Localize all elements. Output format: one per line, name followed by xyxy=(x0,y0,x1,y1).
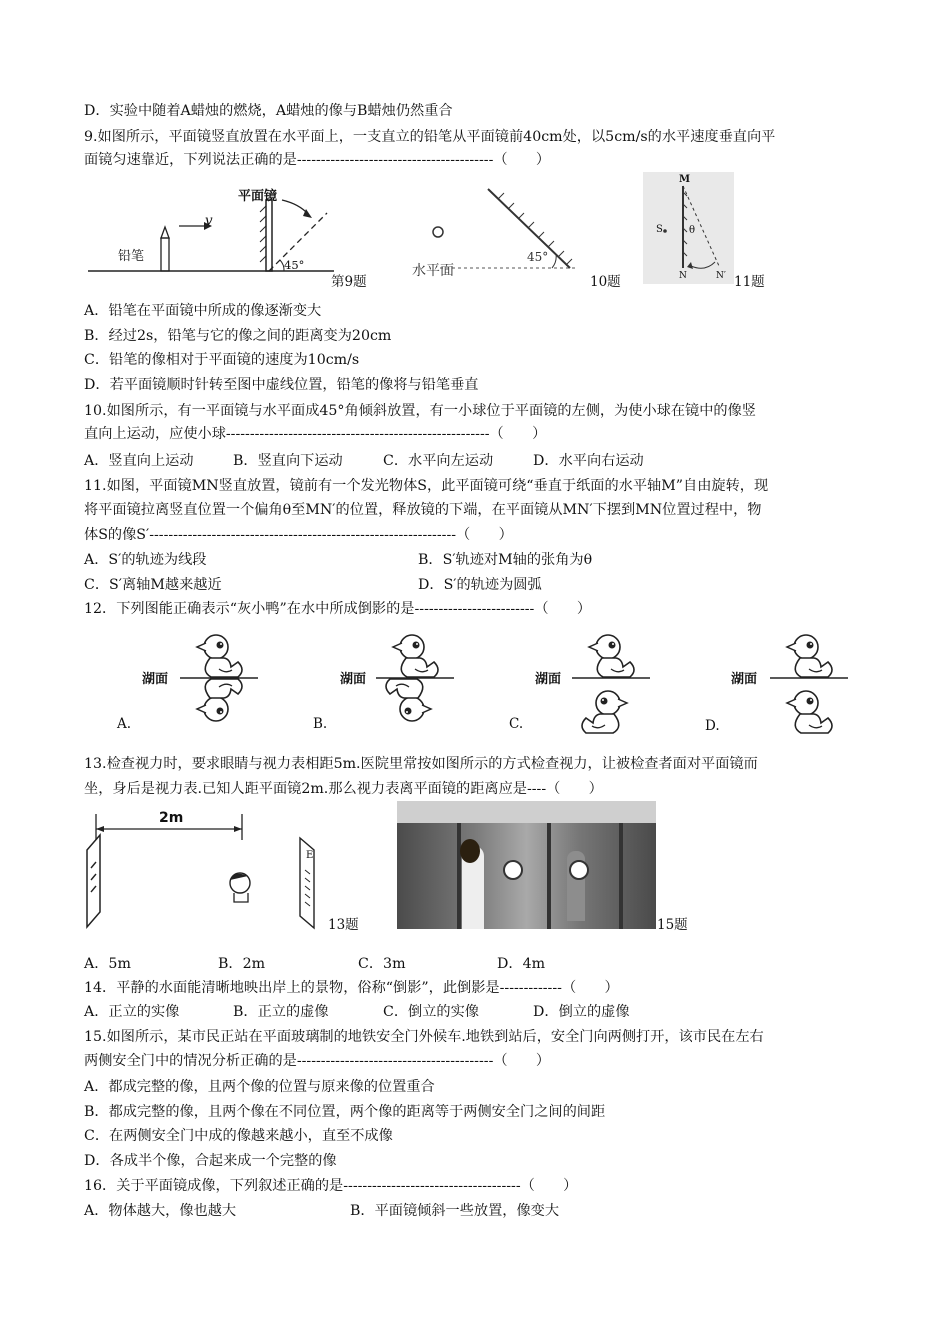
fig11-n2-label: N′ xyxy=(716,271,726,281)
ball-icon xyxy=(433,227,443,237)
q10-option-d: D．水平向右运动 xyxy=(533,453,644,469)
q14-option-d: D．倒立的虚像 xyxy=(533,1004,630,1020)
q13-option-b: B．2m xyxy=(218,956,266,972)
q15-stem-line1: 15.如图所示，某市民正站在平面玻璃制的地铁安全门外候车.地铁到站后，安全门向两侧打开，该市民在左右 xyxy=(84,1029,764,1045)
fig13-caption: 13题 xyxy=(328,917,359,933)
q12-lake-a: 湖面 xyxy=(142,672,169,687)
q13-option-c: C．3m xyxy=(358,956,406,972)
q12-lake-d: 湖面 xyxy=(731,672,758,687)
q12-lake-c: 湖面 xyxy=(535,672,562,687)
q10-stem-line1: 10.如图所示，有一平面镜与水平面成45°角倾斜放置，有一小球位于平面镜的左侧，为使小球在镜中的像竖 xyxy=(84,403,756,419)
source-s-icon xyxy=(663,229,667,233)
q13-stem-line2: 坐，身后是视力表.已知人距平面镜2m.那么视力表离平面镜的距离应是----（ ） xyxy=(84,781,603,797)
q15-option-a: A．都成完整的像，且两个像的位置与原来像的位置重合 xyxy=(84,1079,435,1095)
door-sign-right-icon xyxy=(569,860,589,880)
mirror-icon xyxy=(87,835,100,927)
fig10-angle-label: 45° xyxy=(527,250,549,264)
q9-option-a: A．铅笔在平面镜中所成的像逐渐变大 xyxy=(84,303,322,319)
fig11-n-label: N xyxy=(679,271,687,281)
q11-option-c: C．S′离轴M越来越近 xyxy=(84,577,222,593)
q10-option-b: B．竖直向下运动 xyxy=(233,453,343,469)
fig15-caption: 15题 xyxy=(657,917,688,933)
fig10-surface-label: 水平面 xyxy=(412,263,454,279)
q12-label-b: B. xyxy=(313,716,328,732)
fig11-m-label: M xyxy=(679,174,691,185)
q10-option-c: C．水平向左运动 xyxy=(383,453,494,469)
q15-photo xyxy=(397,801,656,929)
q12-label-c: C. xyxy=(509,716,524,732)
q16-stem: 16．关于平面镜成像，下列叙述正确的是-------------------------------------（ ） xyxy=(84,1178,578,1194)
fig11-s-label: S xyxy=(656,224,663,235)
fig13-dist-label: 2m xyxy=(159,810,184,826)
q12-stem: 12．下列图能正确表示“灰小鸭”在水中所成倒影的是-------------------------（ ） xyxy=(84,601,592,617)
fig9-v-label: v xyxy=(205,213,213,229)
figure-q13 xyxy=(84,810,344,930)
q10-stem-line2: 直向上运动，应使小球-------------------------------------------------------（ ） xyxy=(84,426,547,442)
q12-label-a: A. xyxy=(117,716,132,732)
q14-option-c: C．倒立的实像 xyxy=(383,1004,479,1020)
mirror-icon xyxy=(266,200,272,271)
q15-option-b: B．都成完整的像，且两个像在不同位置，两个像的距离等于两侧安全门之间的间距 xyxy=(84,1104,606,1120)
q12-label-d: D. xyxy=(705,718,720,734)
fig10-caption: 10题 xyxy=(590,274,621,290)
q14-option-b: B．正立的虚像 xyxy=(233,1004,329,1020)
q10-option-a: A．竖直向上运动 xyxy=(84,453,194,469)
figure-q9 xyxy=(84,178,344,288)
fig9-mirror-label: 平面镜 xyxy=(238,189,278,204)
q11-stem-line2: 将平面镜拉离竖直位置一个偏角θ至MN′的位置，释放镜的下端，在平面镜从MN′下摆到MN位置过程中，物 xyxy=(84,502,762,518)
person-icon xyxy=(230,873,250,902)
q13-option-d: D．4m xyxy=(497,956,546,972)
q12-lake-b: 湖面 xyxy=(340,672,367,687)
q11-option-a: A．S′的轨迹为线段 xyxy=(84,552,207,568)
q11-option-b: B．S′轨迹对M轴的张角为θ xyxy=(418,552,593,568)
q12-figure-c xyxy=(572,625,662,735)
q9-stem-line2: 面镜匀速靠近，下列说法正确的是-----------------------------------------（ ） xyxy=(84,152,551,168)
q16-option-a: A．物体越大，像也越大 xyxy=(84,1203,237,1219)
q9-option-b: B．经过2s，铅笔与它的像之间的距离变为20cm xyxy=(84,328,392,344)
q9-option-d: D．若平面镜顺时针转至图中虚线位置，铅笔的像将与铅笔垂直 xyxy=(84,377,479,393)
fig9-pencil-label: 铅笔 xyxy=(118,249,145,264)
fig11-theta-label: θ xyxy=(689,225,696,236)
fig9-angle-label: 45° xyxy=(284,258,305,272)
q11-option-d: D．S′的轨迹为圆弧 xyxy=(418,577,542,593)
q9-option-c: C．铅笔的像相对于平面镜的速度为10cm/s xyxy=(84,352,360,368)
q9-stem-line1: 9.如图所示，平面镜竖直放置在水平面上，一支直立的铅笔从平面镜前40cm处，以5cm/s的水平速度垂直向平 xyxy=(84,129,776,145)
fig9-caption: 第9题 xyxy=(331,274,367,290)
pencil-icon xyxy=(161,238,169,271)
q13-option-a: A．5m xyxy=(84,956,131,972)
q15-option-d: D．各成半个像，合起来成一个完整的像 xyxy=(84,1153,337,1169)
q12-figure-d xyxy=(770,625,860,735)
q16-option-b: B．平面镜倾斜一些放置，像变大 xyxy=(350,1203,560,1219)
fig13-chart-letter: E xyxy=(306,850,314,861)
q15-stem-line2: 两侧安全门中的情况分析正确的是-----------------------------------------（ ） xyxy=(84,1053,551,1069)
q12-figure-b xyxy=(376,625,466,735)
q8-option-d: D．实验中随着A蜡烛的燃烧，A蜡烛的像与B蜡烛仍然重合 xyxy=(84,103,453,119)
q14-option-a: A．正立的实像 xyxy=(84,1004,180,1020)
q12-figure-a xyxy=(180,625,270,735)
q13-stem-line1: 13.检查视力时，要求眼睛与视力表相距5m.医院里常按如图所示的方式检查视力，让被检查者面对平面镜而 xyxy=(84,756,758,772)
q11-stem-line1: 11.如图，平面镜MN竖直放置，镜前有一个发光物体S，此平面镜可绕“垂直于纸面的水平轴M”自由旋转，现 xyxy=(84,478,769,494)
q15-option-c: C．在两侧安全门中成的像越来越小，直至不成像 xyxy=(84,1128,393,1144)
door-sign-left-icon xyxy=(503,860,523,880)
q11-stem-line3: 体S的像S′----------------------------------------------------------------（ ） xyxy=(84,527,513,543)
q14-stem: 14．平静的水面能清晰地映出岸上的景物，俗称“倒影”，此倒影是-------------（ ） xyxy=(84,980,619,996)
fig11-caption: 11题 xyxy=(734,274,765,290)
